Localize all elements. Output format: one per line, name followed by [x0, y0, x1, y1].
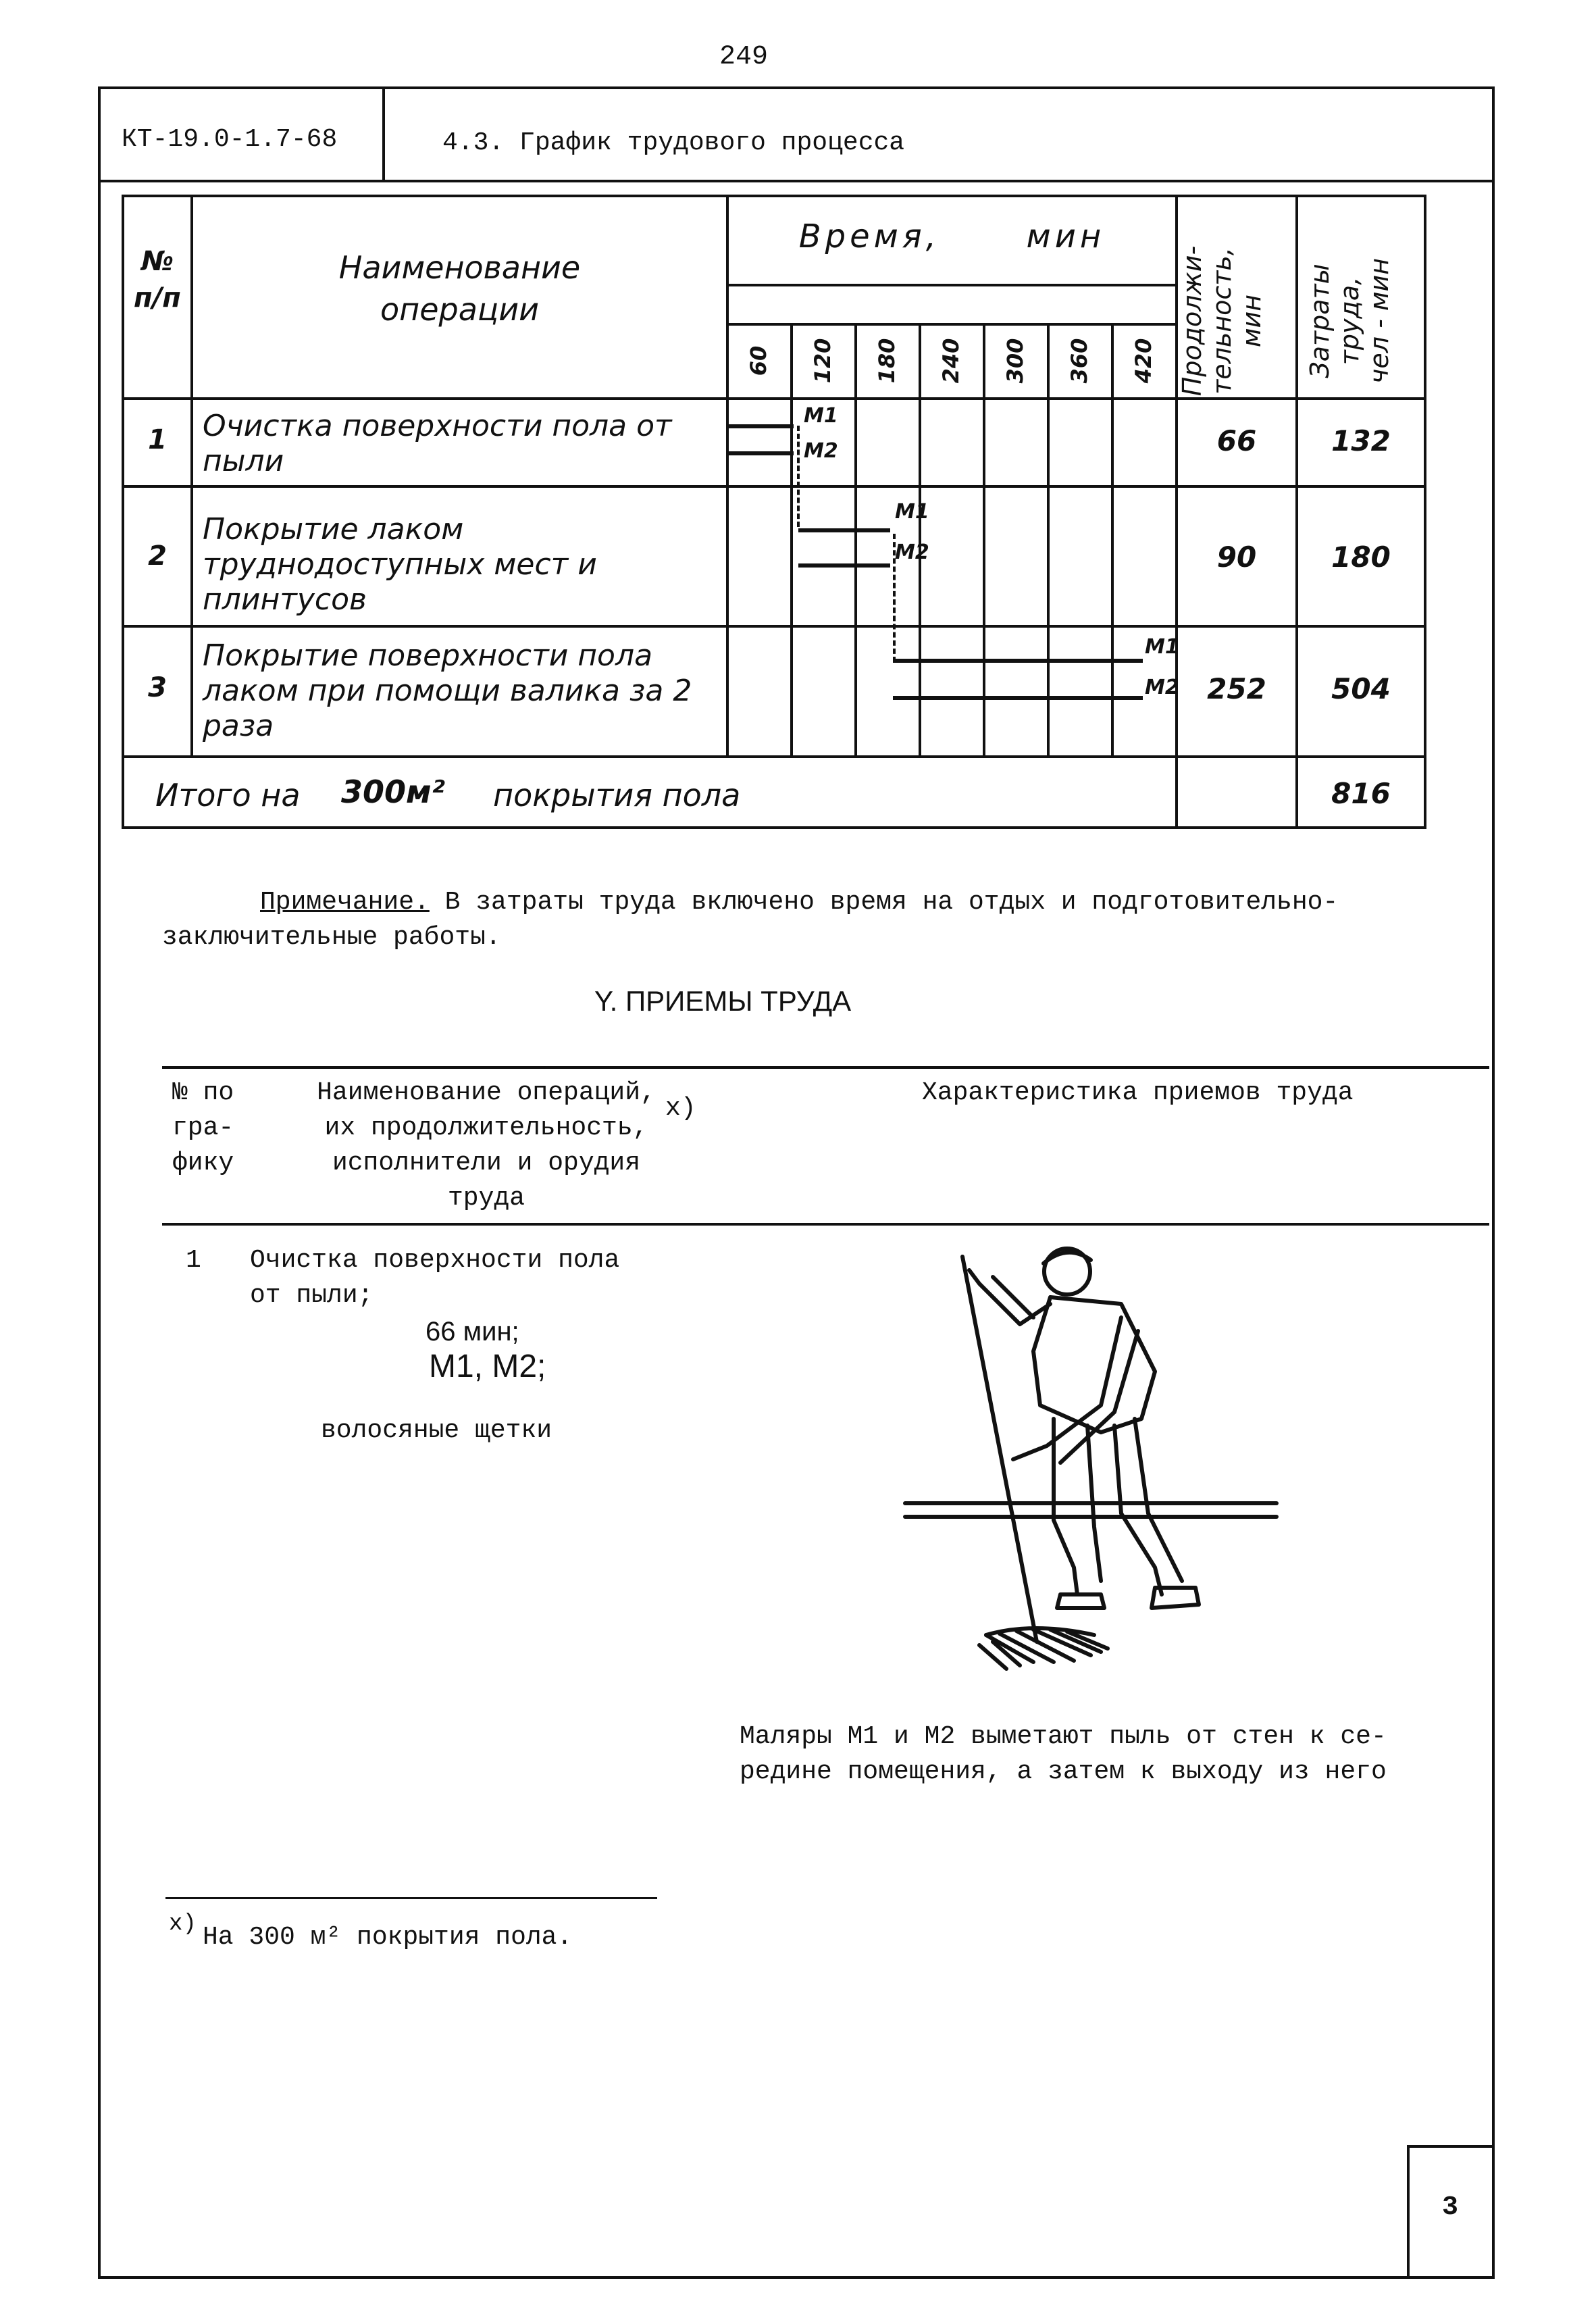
- table-row-3-labor: 504: [1331, 672, 1391, 705]
- time-tick-420: 420: [1131, 338, 1156, 384]
- technique-row-workers: М1, М2;: [429, 1349, 546, 1384]
- technique-description-2: редине помещения, а затем к выходу из него: [740, 1757, 1387, 1786]
- gantt-label-row2-m1: М1: [895, 500, 929, 524]
- page-number: 249: [719, 42, 769, 72]
- col-name-header: Наименование операции: [338, 249, 581, 328]
- technique-row-tools: волосяные щетки: [321, 1416, 552, 1445]
- techniques-header-rule: [162, 1223, 1489, 1226]
- col-labor-header: Затраты труда, чел - мин: [1305, 257, 1394, 384]
- table-row-3-name: Покрытие поверхности пола лаком при помощи валика за 2 раза: [203, 638, 692, 743]
- footnote-text: На 300 м² покрытия пола.: [203, 1923, 573, 1952]
- techniques-top-rule: [162, 1066, 1489, 1069]
- gantt-bar-row3-m1: [893, 659, 1143, 663]
- col-time-header: Время, мин: [798, 218, 1106, 255]
- time-tick-360: 360: [1066, 338, 1092, 384]
- sweeping-worker-illustration: [898, 1230, 1283, 1716]
- section-title: 4.3. График трудового процесса: [442, 128, 905, 157]
- gantt-label-row1-m2: М2: [804, 439, 838, 463]
- technique-row-name: Очистка поверхности пола от пыли;: [250, 1246, 620, 1310]
- note-text-1: В затраты труда включено время на отдых и подготовительно-: [429, 888, 1339, 917]
- gantt-bar-row3-m2: [893, 696, 1143, 700]
- table-row-3-number: 3: [148, 672, 167, 703]
- table-row-1-labor: 132: [1331, 424, 1391, 457]
- time-tick-300: 300: [1002, 338, 1028, 384]
- time-tick-120: 120: [810, 338, 835, 384]
- total-area: 300м²: [341, 774, 445, 810]
- section-5-title: Y. ПРИЕМЫ ТРУДА: [594, 985, 852, 1017]
- time-tick-180: 180: [874, 338, 900, 384]
- technique-row-duration: 66 мин;: [426, 1317, 519, 1347]
- header-underline: [98, 180, 1495, 182]
- techniques-col2-header: Наименование операций, их продолжительность, исполнители и орудия труда: [317, 1078, 656, 1213]
- gantt-label-row2-m2: М2: [895, 540, 929, 564]
- gantt-bar-row2-m1: [798, 528, 890, 532]
- table-row-2-number: 2: [148, 540, 167, 572]
- technique-description-1: Маляры М1 и М2 выметают пыль от стен к се-: [740, 1722, 1387, 1751]
- techniques-col2-sup: x): [665, 1094, 696, 1123]
- time-tick-60: 60: [746, 345, 771, 376]
- table-row-2-labor: 180: [1331, 540, 1391, 574]
- col-number-header: № п/п: [134, 246, 181, 313]
- note-line-1: [260, 885, 1338, 920]
- technique-row-number: 1: [186, 1246, 201, 1275]
- gantt-bar-row1-m1: [729, 424, 794, 428]
- gantt-label-row3-m2: М2: [1145, 676, 1179, 699]
- gantt-bar-row1-m2: [729, 451, 794, 455]
- note-label: Примечание.: [260, 888, 430, 917]
- gantt-bar-row2-m2: [798, 563, 890, 568]
- techniques-col3-header: Характеристика приемов труда: [922, 1078, 1354, 1107]
- table-row-3-duration: 252: [1207, 672, 1266, 705]
- footnote-rule: [165, 1897, 657, 1899]
- total-label-1: Итого на: [155, 777, 301, 813]
- table-row-1-name: Очистка поверхности пола от пыли: [203, 409, 672, 478]
- footnote-mark: x): [169, 1911, 197, 1937]
- table-row-1-number: 1: [148, 424, 167, 455]
- techniques-col1-header: № по гра- фику: [172, 1078, 234, 1178]
- col-duration-header: Продолжи- тельность, мин: [1177, 245, 1266, 397]
- total-label-2: покрытия пола: [493, 777, 741, 813]
- gantt-label-row3-m1: М1: [1145, 635, 1179, 659]
- table-row-2-name: Покрытие лаком труднодоступных мест и плинтусов: [203, 512, 597, 617]
- corner-number: 3: [1442, 2192, 1459, 2223]
- table-row-2-duration: 90: [1216, 540, 1257, 574]
- table-row-1-duration: 66: [1216, 424, 1257, 457]
- total-value: 816: [1331, 777, 1391, 810]
- gantt-label-row1-m1: М1: [804, 404, 838, 428]
- document-code: КТ-19.0-1.7-68: [122, 125, 338, 154]
- time-tick-240: 240: [938, 338, 964, 384]
- note-line-2: заключительные работы.: [162, 923, 501, 952]
